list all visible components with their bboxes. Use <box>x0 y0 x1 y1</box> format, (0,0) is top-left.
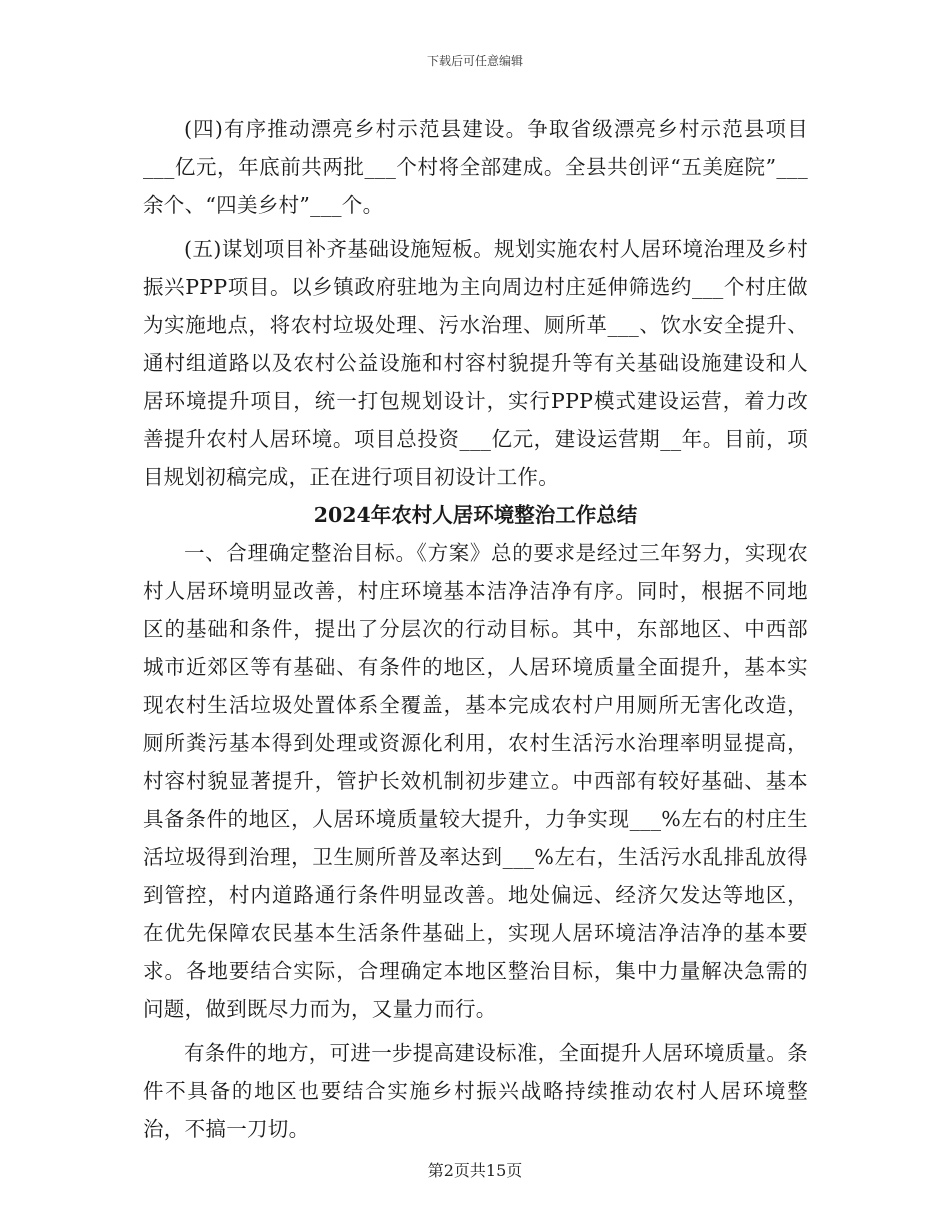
paragraph-goals: 一、合理确定整治目标。《方案》总的要求是经过三年努力，实现农村人居环境明显改善，村庄环境基本洁净洁净有序。同时，根据不同地区的基础和条件，提出了分层次的行动目标。其中，东部地区、中西部城市近郊区等有基础、有条件的地区，人居环境质量全面提升，基本实现农村生活垃圾处置体系全覆盖，基本完成农村户用厕所无害化改造，厕所粪污基本得到处理或资源化利用，农村生活污水治理率明显提高，村容村貌显著提升，管护长效机制初步建立。中西部有较好基础、基本具备条件的地区，人居环境质量较大提升，力争实现___%左右的村庄生活垃圾得到治理，卫生厕所普及率达到___%左右，生活污水乱排乱放得到管控，村内道路通行条件明显改善。地处偏远、经济欠发达等地区，在优先保障农民基本生活条件基础上，实现人居环境洁净洁净的基本要求。各地要结合实际，合理确定本地区整治目标，集中力量解决急需的问题，做到既尽力而为，又量力而行。 <box>143 541 808 1021</box>
paragraph-section-4: (四)有序推动漂亮乡村示范县建设。争取省级漂亮乡村示范县项目___亿元，年底前共两批___个村将全部建成。全县共创评“五美庭院”___余个、“四美乡村”___个。 <box>143 117 808 217</box>
document-title: 2024年农村人居环境整治工作总结 <box>313 503 638 527</box>
document-body <box>143 110 808 1148</box>
page-header: 下载后可任意编辑 <box>426 54 523 68</box>
paragraph-conditions: 有条件的地方，可进一步提高建设标准，全面提升人居环境质量。条件不具备的地区也要结合实施乡村振兴战略持续推动农村人居环境整治，不搞一刀切。 <box>143 1041 808 1141</box>
page-number: 第2页共15页 <box>427 1161 523 1180</box>
paragraph-section-5: (五)谋划项目补齐基础设施短板。规划实施农村人居环境治理及乡村振兴PPP项目。以乡镇政府驻地为主向周边村庄延伸筛选约___个村庄做为实施地点，将农村垃圾处理、污水治理、厕所革___、饮水安全提升、通村组道路以及农村公益设施和村容村貌提升等有关基础设施建设和人居环境提升项目，统一打包规划设计，实行PPP模式建设运营，着力改善提升农村人居环境。项目总投资___亿元，建设运营期__年。目前，项目规划初稿完成，正在进行项目初设计工作。 <box>143 237 808 489</box>
